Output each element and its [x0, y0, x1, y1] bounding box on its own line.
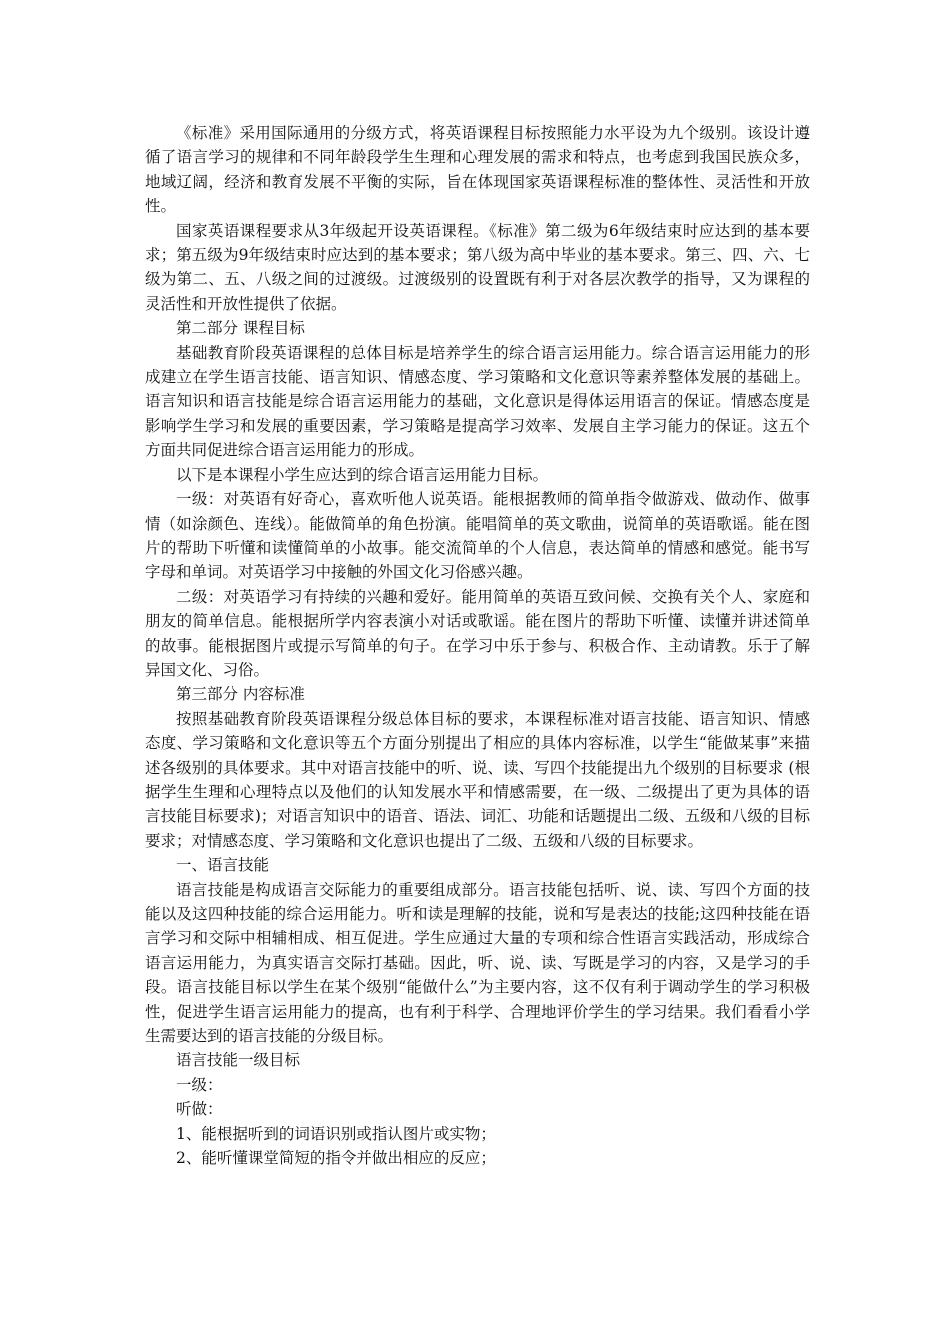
heading-part-two: 第二部分 课程目标 [176, 319, 305, 338]
paragraph-grading-intro: 《标准》采用国际通用的分级方式，将英语课程目标按照能力水平设为九个级别。该设计遵循了语言学习的规律和不同年龄段学生生理和心理发展的需求和特点，也考虑到我国民族众多，地域辽阔，经济和教育发展不平衡的实际，旨在体现国家英语课程标准的整体性、灵活性和开放性。 [145, 124, 810, 216]
paragraph-language-skills: 语言技能是构成语言交际能力的重要组成部分。语言技能包括听、说、读、写四个方面的技能以及这四种技能的综合运用能力。听和读是理解的技能，说和写是表达的技能;这四种技能在语言学习和交际中相辅相成、相互促进。学生应通过大量的专项和综合性语言实践活动，形成综合语言运用能力，为真实语言交际打基础。因此，听、说、读、写既是学习的内容，又是学习的手段。语言技能目标以学生在某个级别“能做什么”为主要内容，这不仅有利于调动学生的学习积极性，促进学生语言运用能力的提高，也有利于科学、合理地评价学生的学习结果。我们看看小学生需要达到的语言技能的分级目标。 [145, 880, 810, 1046]
heading-skills-level-one: 语言技能一级目标 [176, 1051, 301, 1070]
paragraph-level-two: 二级：对英语学习有持续的兴趣和爱好。能用简单的英语互致问候、交换有关个人、家庭和朋友的简单信息。能根据所学内容表演小对话或歌谣。能在图片的帮助下听懂、读懂并讲述简单的故事。能根据图片或提示写简单的句子。在学习中乐于参与、积极合作、主动请教。乐于了解异国文化、习俗。 [145, 587, 810, 679]
list-item-2: 2、能听懂课堂简短的指令并做出相应的反应； [176, 1149, 496, 1168]
label-level-one: 一级： [176, 1075, 223, 1094]
paragraph-primary-goals-intro: 以下是本课程小学生应达到的综合语言运用能力目标。 [176, 465, 549, 484]
label-listen-do: 听做： [176, 1100, 223, 1119]
paragraph-level-one: 一级：对英语有好奇心，喜欢听他人说英语。能根据教师的简单指令做游戏、做动作、做事情（如涂颜色、连线）。能做简单的角色扮演。能唱简单的英文歌曲，说简单的英语歌谣。能在图片的帮助下听懂和读懂简单的小故事。能交流简单的个人信息，表达简单的情感和感觉。能书写字母和单词。对英语学习中接触的外国文化习俗感兴趣。 [145, 490, 810, 582]
paragraph-content-standards: 按照基础教育阶段英语课程分级总体目标的要求，本课程标准对语言技能、语言知识、情感态度、学习策略和文化意识等五个方面分别提出了相应的具体内容标准，以学生“能做某事”来描述各级别的具体要求。其中对语言技能中的听、说、读、写四个技能提出九个级别的目标要求 (根据学生生理和心理特点以及他们的认知发展水平和情感需要，在一级、二级提出了更为具体的语言技能目标要求)；对语言知识中的语音、语法、词汇、功能和话题提出二级、五级和八级的目标要求；对情感态度、学习策略和文化意识也提出了二级、五级和八级的目标要求。 [145, 709, 810, 850]
paragraph-grade-requirements: 国家英语课程要求从3年级起开设英语课程。《标准》第二级为6年级结束时应达到的基本要求；第五级为9年级结束时应达到的基本要求；第八级为高中毕业的基本要求。第三、四、六、七级为第二、五、八级之间的过渡级。过渡级别的设置既有利于对各层次教学的指导，又为课程的灵活性和开放性提供了依据。 [145, 221, 810, 313]
list-item-1: 1、能根据听到的词语识别或指认图片或实物； [176, 1124, 496, 1143]
heading-part-three: 第三部分 内容标准 [176, 685, 305, 704]
heading-language-skills: 一、语言技能 [176, 856, 270, 875]
document-body [145, 121, 810, 1170]
paragraph-overall-goal: 基础教育阶段英语课程的总体目标是培养学生的综合语言运用能力。综合语言运用能力的形成建立在学生语言技能、语言知识、情感态度、学习策略和文化意识等素养整体发展的基础上。语言知识和语言技能是综合语言运用能力的基础，文化意识是得体运用语言的保证。情感态度是影响学生学习和发展的重要因素，学习策略是提高学习效率、发展自主学习能力的保证。这五个方面共同促进综合语言运用能力的形成。 [145, 343, 810, 460]
